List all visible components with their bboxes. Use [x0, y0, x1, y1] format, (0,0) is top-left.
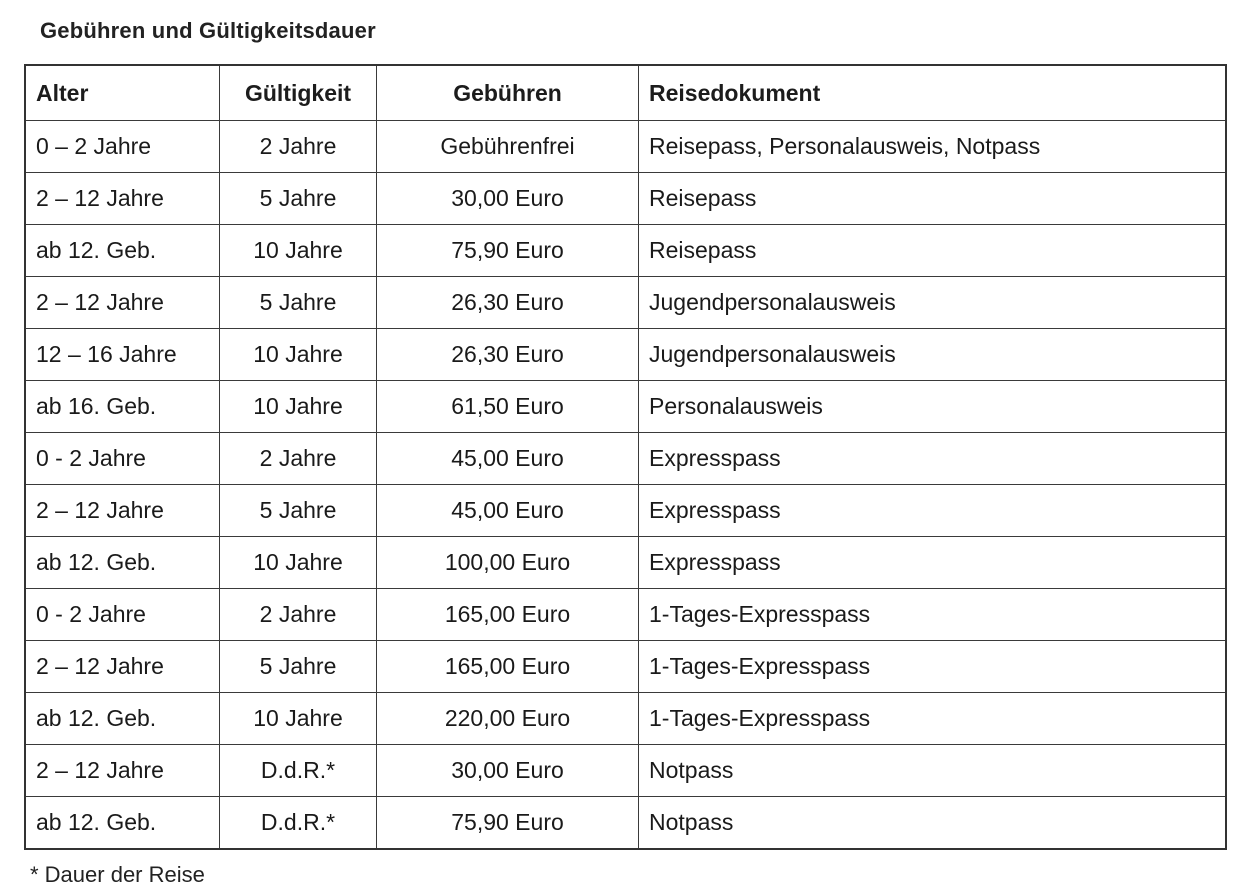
cell-validity: 2 Jahre	[220, 433, 377, 485]
cell-validity: 5 Jahre	[220, 173, 377, 225]
cell-document: 1-Tages-Expresspass	[639, 641, 1227, 693]
cell-document: Personalausweis	[639, 381, 1227, 433]
cell-age: 0 – 2 Jahre	[25, 121, 220, 173]
cell-fee: Gebührenfrei	[377, 121, 639, 173]
cell-document: Expresspass	[639, 433, 1227, 485]
cell-validity: 10 Jahre	[220, 537, 377, 589]
cell-age: 2 – 12 Jahre	[25, 173, 220, 225]
header-fee: Gebühren	[377, 65, 639, 121]
cell-validity: 5 Jahre	[220, 277, 377, 329]
table-row	[25, 485, 1226, 537]
cell-validity: 5 Jahre	[220, 641, 377, 693]
table-row	[25, 433, 1226, 485]
cell-fee: 26,30 Euro	[377, 277, 639, 329]
cell-document: 1-Tages-Expresspass	[639, 693, 1227, 745]
cell-fee: 45,00 Euro	[377, 485, 639, 537]
table-row	[25, 537, 1226, 589]
table-header-row	[25, 65, 1226, 121]
cell-age: 0 - 2 Jahre	[25, 433, 220, 485]
cell-document: Jugendpersonalausweis	[639, 277, 1227, 329]
cell-document: Reisepass	[639, 173, 1227, 225]
cell-fee: 75,90 Euro	[377, 797, 639, 850]
table-row	[25, 173, 1226, 225]
cell-validity: 2 Jahre	[220, 121, 377, 173]
cell-fee: 61,50 Euro	[377, 381, 639, 433]
cell-fee: 30,00 Euro	[377, 173, 639, 225]
cell-age: 2 – 12 Jahre	[25, 745, 220, 797]
cell-validity: 5 Jahre	[220, 485, 377, 537]
cell-document: Notpass	[639, 745, 1227, 797]
cell-document: Jugendpersonalausweis	[639, 329, 1227, 381]
table-row	[25, 797, 1226, 850]
cell-age: 2 – 12 Jahre	[25, 485, 220, 537]
cell-validity: D.d.R.*	[220, 745, 377, 797]
header-document: Reisedokument	[639, 65, 1227, 121]
cell-document: Notpass	[639, 797, 1227, 850]
cell-document: Reisepass	[639, 225, 1227, 277]
table-row	[25, 277, 1226, 329]
cell-age: ab 12. Geb.	[25, 797, 220, 850]
cell-age: ab 16. Geb.	[25, 381, 220, 433]
cell-fee: 30,00 Euro	[377, 745, 639, 797]
table-row	[25, 745, 1226, 797]
table-row	[25, 589, 1226, 641]
cell-document: Expresspass	[639, 485, 1227, 537]
cell-age: ab 12. Geb.	[25, 225, 220, 277]
cell-fee: 165,00 Euro	[377, 589, 639, 641]
cell-age: 12 – 16 Jahre	[25, 329, 220, 381]
cell-fee: 45,00 Euro	[377, 433, 639, 485]
cell-validity: 10 Jahre	[220, 381, 377, 433]
cell-document: Reisepass, Personalausweis, Notpass	[639, 121, 1227, 173]
cell-fee: 165,00 Euro	[377, 641, 639, 693]
cell-validity: 2 Jahre	[220, 589, 377, 641]
cell-fee: 75,90 Euro	[377, 225, 639, 277]
header-validity: Gültigkeit	[220, 65, 377, 121]
cell-age: 0 - 2 Jahre	[25, 589, 220, 641]
page-title: Gebühren und Gültigkeitsdauer	[40, 18, 376, 43]
cell-document: 1-Tages-Expresspass	[639, 589, 1227, 641]
cell-document: Expresspass	[639, 537, 1227, 589]
table-row	[25, 329, 1226, 381]
cell-age: 2 – 12 Jahre	[25, 277, 220, 329]
cell-fee: 220,00 Euro	[377, 693, 639, 745]
cell-validity: 10 Jahre	[220, 225, 377, 277]
footnote: * Dauer der Reise	[30, 862, 205, 887]
table-row	[25, 121, 1226, 173]
cell-fee: 26,30 Euro	[377, 329, 639, 381]
cell-fee: 100,00 Euro	[377, 537, 639, 589]
cell-age: ab 12. Geb.	[25, 537, 220, 589]
fees-table	[24, 64, 1227, 850]
table-row	[25, 641, 1226, 693]
cell-validity: D.d.R.*	[220, 797, 377, 850]
header-age: Alter	[25, 65, 220, 121]
cell-validity: 10 Jahre	[220, 329, 377, 381]
cell-age: ab 12. Geb.	[25, 693, 220, 745]
cell-age: 2 – 12 Jahre	[25, 641, 220, 693]
table-row	[25, 381, 1226, 433]
table-row	[25, 225, 1226, 277]
table-row	[25, 693, 1226, 745]
cell-validity: 10 Jahre	[220, 693, 377, 745]
